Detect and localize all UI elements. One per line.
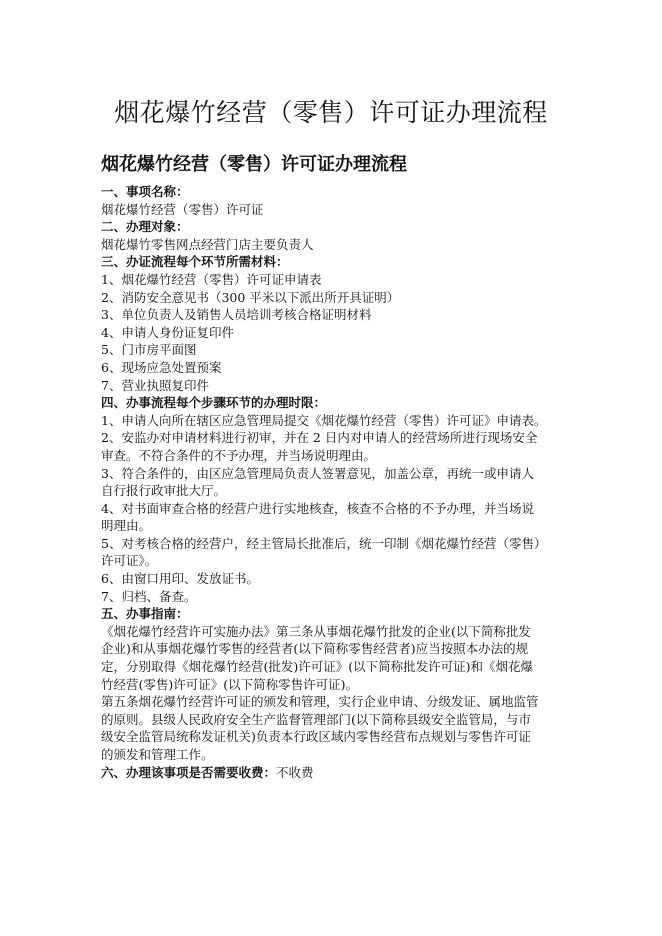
paragraph-line: 的原则。县级人民政府安全生产监督管理部门(以下简称县级安全监管局，与市 [101,711,531,727]
section-text: 烟花爆竹零售网点经营门店主要负责人 [101,236,314,252]
paragraph-line: 第五条烟花爆竹经营许可证的颁发和管理，实行企业申请、分级发证、属地监管 [101,694,539,710]
paragraph-line: 定，分别取得《烟花爆竹经营(批发)许可证》(以下简称批发许可证)和《烟花爆 [101,659,534,675]
list-item: 1、烟花爆竹经营（零售）许可证申请表 [101,271,322,287]
section-heading-time-limits: 四、办事流程每个步骤环节的办理时限： [101,395,327,411]
list-item: 6、由窗口用印、发放证书。 [101,571,259,587]
document-title: 烟花爆竹经营（零售）许可证办理流程 [114,98,548,127]
section-text: 烟花爆竹经营（零售）许可证 [101,201,264,217]
document-subtitle: 烟花爆竹经营（零售）许可证办理流程 [101,154,407,175]
list-item: 2、消防安全意见书（300 平米以下派出所开具证明） [101,289,400,305]
list-item: 7、归档、备查。 [101,588,197,604]
list-item: 2、安监办对申请材料进行初审，并在 2 日内对申请人的经营场所进行现场安全 [101,430,538,446]
section-heading-fee: 六、办理该事项是否需要收费： [101,764,277,780]
document-body [101,150,571,781]
section-heading-applicant: 二、办理对象： [101,219,189,235]
fee-value: 不收费 [276,764,314,780]
fee-row [101,764,571,782]
list-item: 明理由。 [101,518,152,534]
list-item: 5、对考核合格的经营户，经主管局长批准后，统一印制《烟花爆竹经营（零售） [101,535,547,551]
list-item: 7、营业执照复印件 [101,377,209,393]
list-item: 3、符合条件的，由区应急管理局负责人签署意见，加盖公章，再统一或申请人 [101,465,534,481]
list-item: 许可证》。 [101,553,158,569]
list-item: 1、申请人向所在辖区应急管理局提交《烟花爆竹经营（零售）许可证》申请表。 [101,412,547,428]
list-item: 4、对书面审查合格的经营户进行实地核查，核查不合格的不予办理，并当场说 [101,500,534,516]
list-item: 3、单位负责人及销售人员培训考核合格证明材料 [101,307,372,323]
section-heading-materials: 三、办证流程每个环节所需材料： [101,254,289,270]
section-heading-item-name: 一、事项名称： [101,184,189,199]
list-item: 6、现场应急处置预案 [101,359,222,375]
list-item: 自行报行政审批大厅。 [101,483,227,499]
paragraph-line: 的颁发和管理工作。 [101,747,214,762]
paragraph-line: 《烟花爆竹经营许可实施办法》第三条从事烟花爆竹批发的企业(以下简称批发 [101,623,531,639]
paragraph-line: 企业)和从事烟花爆竹零售的经营者(以下简称零售经营者)应当按照本办法的规 [101,641,529,657]
list-item: 审查。不符合条件的不予办理，并当场说明理由。 [101,447,377,463]
list-item: 4、申请人身份证复印件 [101,324,234,340]
paragraph-line: 级安全监管局统称发证机关)负责本行政区域内零售经营布点规划与零售许可证 [101,729,531,745]
list-item: 5、门市房平面图 [101,342,197,358]
paragraph-line: 竹经营(零售)许可证》(以下简称零售许可证)。 [101,676,359,692]
section-heading-guide: 五、办事指南： [101,606,189,622]
